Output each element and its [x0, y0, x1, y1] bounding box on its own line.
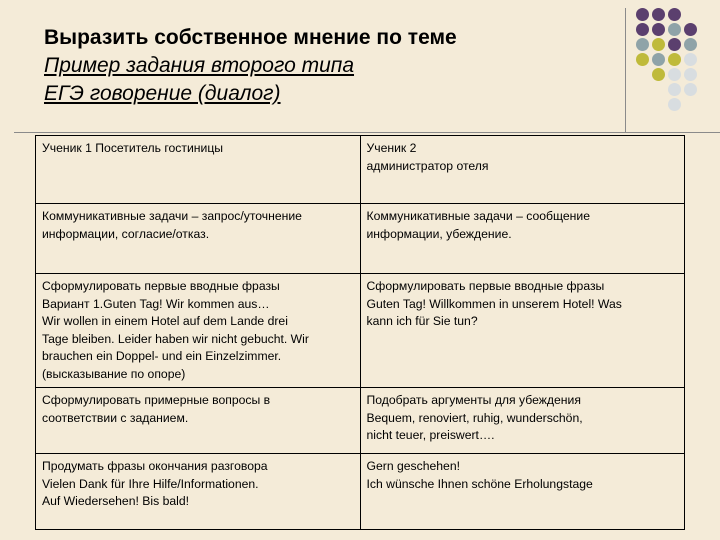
- cell-text-line: nicht teuer, preiswert….: [366, 428, 495, 442]
- cell-text-line: Ученик 2: [366, 141, 417, 155]
- cell-text-line: Wir wollen in einem Hotel auf dem Lande drei: [42, 314, 288, 328]
- student-1-cell: [36, 454, 361, 530]
- title-line-1: Выразить собственное мнение по теме: [44, 26, 457, 49]
- decorative-dot: [652, 38, 665, 51]
- decorative-dot: [668, 38, 681, 51]
- cell-text-line: Сформулировать примерные вопросы в: [42, 393, 271, 407]
- cell-text-line: Продумать фразы окончания разговора: [42, 459, 268, 473]
- decorative-dot: [684, 23, 697, 36]
- decorative-dot: [668, 23, 681, 36]
- cell-text-line: Bequem, renoviert, ruhig, wunderschön,: [366, 410, 583, 425]
- decorative-dot: [636, 23, 649, 36]
- decorative-dot: [668, 53, 681, 66]
- cell-text-line: Ученик 1 Посетитель гостиницы: [42, 141, 224, 155]
- cell-text-line: соответствии с заданием.: [42, 410, 189, 425]
- cell-text-line: Коммуникативные задачи – сообщение: [366, 209, 590, 223]
- decorative-dot: [668, 83, 681, 96]
- cell-text-line: (высказывание по опоре): [42, 366, 186, 381]
- decorative-horizontal-rule: [14, 132, 720, 133]
- student-1-cell: [36, 204, 361, 274]
- decorative-dot-grid: [636, 8, 720, 118]
- cell-text-line: Auf Wiedersehen! Bis bald!: [42, 494, 190, 508]
- cell-text-line: Коммуникативные задачи – запрос/уточнение: [42, 209, 302, 223]
- student-1-cell: [36, 136, 361, 204]
- cell-text-line: информации, убеждение.: [366, 226, 512, 241]
- student-1-cell: [36, 388, 361, 454]
- decorative-dot: [684, 53, 697, 66]
- cell-text-line: администратор отеля: [366, 158, 489, 173]
- table-row: [36, 136, 685, 204]
- decorative-dot: [636, 38, 649, 51]
- cell-text-line: Gern geschehen!: [366, 459, 461, 473]
- decorative-dot: [636, 8, 649, 21]
- table-row: [36, 388, 685, 454]
- student-2-cell: [360, 204, 685, 274]
- cell-text-line: Сформулировать первые вводные фразы: [366, 279, 605, 293]
- decorative-dot: [668, 68, 681, 81]
- title-line-2: Пример задания второго типа: [44, 54, 355, 77]
- decorative-dot: [668, 8, 681, 21]
- cell-text-line: Vielen Dank für Ihre Hilfe/Informationen.: [42, 476, 259, 491]
- student-1-cell: [36, 274, 361, 388]
- decorative-dot: [684, 83, 697, 96]
- student-2-cell: [360, 388, 685, 454]
- table-row: [36, 274, 685, 388]
- student-2-cell: [360, 454, 685, 530]
- decorative-dot: [636, 53, 649, 66]
- cell-text-line: Вариант 1.Guten Tag! Wir kommen aus…: [42, 296, 270, 311]
- cell-text-line: kann ich für Sie tun?: [366, 314, 478, 328]
- student-2-cell: [360, 136, 685, 204]
- cell-text-line: Guten Tag! Willkommen in unserem Hotel! Was: [366, 296, 622, 311]
- decorative-dot: [684, 38, 697, 51]
- cell-text-line: brauchen ein Doppel- und ein Einzelzimmer.: [42, 349, 282, 363]
- cell-text-line: Сформулировать первые вводные фразы: [42, 279, 280, 293]
- decorative-dot: [652, 23, 665, 36]
- decorative-dot: [652, 8, 665, 21]
- table-row: [36, 204, 685, 274]
- decorative-dot: [652, 53, 665, 66]
- decorative-dot: [652, 68, 665, 81]
- title-line-3: ЕГЭ говорение (диалог): [44, 82, 281, 105]
- task-table: [35, 135, 685, 530]
- decorative-vertical-rule: [625, 8, 626, 132]
- decorative-dot: [684, 68, 697, 81]
- cell-text-line: Ich wünsche Ihnen schöne Erholungstage: [366, 476, 593, 491]
- student-2-cell: [360, 274, 685, 388]
- cell-text-line: Подобрать аргументы для убеждения: [366, 393, 581, 407]
- slide-title: [44, 24, 604, 108]
- table-row: [36, 454, 685, 530]
- cell-text-line: Tage bleiben. Leider haben wir nicht gebucht. Wir: [42, 331, 309, 346]
- cell-text-line: информации, согласие/отказ.: [42, 226, 210, 241]
- decorative-dot: [668, 98, 681, 111]
